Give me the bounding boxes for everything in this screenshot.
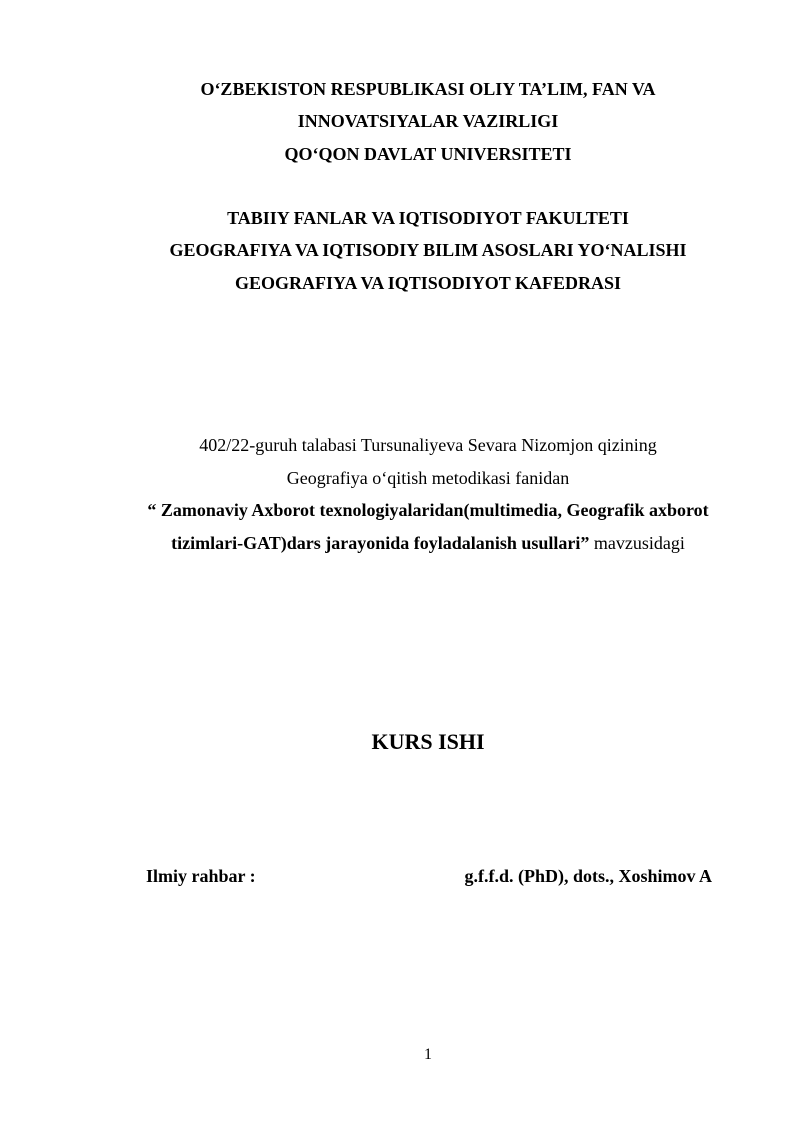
- student-line: 402/22-guruh talabasi Tursunaliyeva Sevara Nizomjon qizining: [199, 435, 657, 455]
- topic-line-1: “ Zamonaviy Axborot texnologiyalaridan(multimedia, Geografik axborot: [147, 500, 709, 520]
- document-title: KURS ISHI: [371, 729, 485, 754]
- department-name: GEOGRAFIYA VA IQTISODIYOT KAFEDRASI: [235, 273, 621, 293]
- topic-title-end: tizimlari-GAT)dars jarayonida foyladalanish usullari”: [171, 533, 590, 553]
- supervisor-label: Ilmiy rahbar :: [146, 866, 256, 886]
- supervisor-name: g.f.f.d. (PhD), dots., Xoshimov A: [464, 866, 712, 886]
- page-number: 1: [424, 1046, 432, 1063]
- program-name: GEOGRAFIYA VA IQTISODIY BILIM ASOSLARI YO‘NALISHI: [169, 240, 687, 260]
- ministry-line-1: O‘ZBEKISTON RESPUBLIKASI OLIY TA’LIM, FAN VA: [200, 79, 656, 99]
- subject-line: Geografiya o‘qitish metodikasi fanidan: [286, 468, 570, 488]
- topic-line-2: [100, 534, 756, 552]
- topic-suffix: mavzusidagi: [589, 533, 685, 553]
- university-name: QO‘QON DAVLAT UNIVERSITETI: [284, 144, 572, 164]
- ministry-line-2: INNOVATSIYALAR VAZIRLIGI: [297, 111, 559, 131]
- faculty-name: TABIIY FANLAR VA IQTISODIYOT FAKULTETI: [227, 208, 629, 228]
